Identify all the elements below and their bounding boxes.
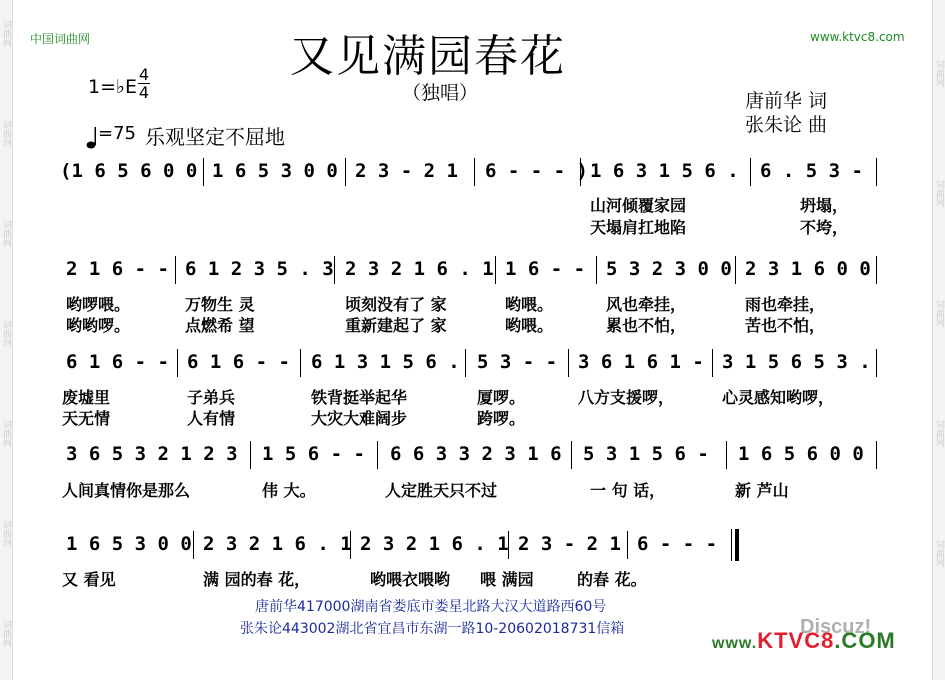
expression-mark: 乐观坚定不屈地 (145, 125, 285, 149)
lyric-text: 坍塌， (800, 196, 849, 215)
quarter-note-icon (86, 126, 98, 154)
bar-line (568, 349, 569, 377)
logo-main: KTVC8 (757, 628, 835, 653)
time-signature (138, 66, 150, 101)
watermark-text: 词曲网 (934, 60, 944, 87)
notation-measure: 6 1 6 - - (66, 351, 169, 373)
logo-suffix: .COM (834, 628, 896, 653)
song-subtitle: （独唱） (402, 82, 479, 104)
lyric-text: 哟哟啰。 (66, 316, 131, 335)
bar-line (177, 349, 178, 377)
final-bar-line-thin (731, 529, 732, 561)
notation-measure: 1 6 3 1 5 6 . (590, 160, 739, 182)
bar-line (345, 158, 346, 186)
lyric-text: 山河倾覆家园 (590, 196, 687, 215)
bar-line (735, 256, 736, 284)
notation-measure: 3 6 1 6 1 - (578, 351, 704, 373)
bar-line (876, 158, 877, 186)
lyric-text: 人定胜天只不过 (385, 481, 498, 500)
notation-measure: 6 - - - ) (485, 160, 588, 182)
lyric-text: 苦也不怕， (745, 316, 826, 335)
notation-measure: 6 1 2 3 5 . 3 (185, 258, 334, 280)
key-signature: 1=♭E (88, 76, 137, 98)
bar-line (175, 256, 176, 284)
song-title: 又见满园春花 (290, 31, 566, 82)
lyric-text: 人间真情你是那么 (62, 481, 191, 500)
lyric-text: 天无情 (62, 409, 111, 428)
notation-measure: 6 1 3 1 5 6 . (311, 351, 460, 373)
notation-measure: 5 3 2 3 0 0 (606, 258, 732, 280)
watermark-text: 词曲网 (1, 20, 11, 47)
lyric-text: 满 园的春 花， (203, 570, 311, 589)
watermark-text: 词曲网 (1, 420, 11, 447)
notation-measure: 3 1 5 6 5 3 . (722, 351, 871, 373)
bar-line (750, 158, 751, 186)
site-name-left: 中国词曲网 (30, 32, 91, 46)
bar-line (876, 441, 877, 469)
bar-line (250, 441, 251, 469)
lyric-text: 又 看见 (62, 570, 116, 589)
lyric-text: 八方支援啰， (578, 388, 675, 407)
notation-measure: 5 3 - - (477, 351, 558, 373)
lyric-text: 万物生 灵 (185, 295, 255, 314)
final-bar-line-thick (735, 529, 739, 561)
notation-measure: 2 3 2 1 6 . 1 (203, 533, 352, 555)
bar-line (627, 531, 628, 559)
notation-measure: 2 3 - 2 1 (355, 160, 458, 182)
lyric-text: 哟喂。 (505, 316, 554, 335)
watermark-text: 词曲网 (1, 320, 11, 347)
watermark-text: 词曲网 (934, 540, 944, 567)
bar-line (377, 441, 378, 469)
notation-measure: (1 6 5 6 0 0 (60, 160, 198, 182)
lyric-text: 点燃希 望 (185, 316, 255, 335)
lyric-text: 重新建起了 家 (345, 316, 447, 335)
lyric-text: 铁背挺举起华 (311, 388, 408, 407)
lyric-text: 哟啰喂。 (66, 295, 131, 314)
tempo-mark: =75 (98, 123, 136, 144)
watermark-text: 词曲网 (1, 620, 11, 647)
lyric-text: 伟 大。 (262, 481, 316, 500)
lyric-text: 雨也牵挂， (745, 295, 826, 314)
bar-line (726, 441, 727, 469)
notation-measure: 1 6 5 3 0 0 (212, 160, 338, 182)
notation-measure: 6 1 6 - - (187, 351, 290, 373)
notation-measure: 2 3 2 1 6 . 1 (345, 258, 494, 280)
watermark-text: 词曲网 (934, 300, 944, 327)
lyric-text: 大灾大难阔步 (311, 409, 408, 428)
bar-line (193, 531, 194, 559)
lyric-text: 累也不怕， (606, 316, 687, 335)
contact-composer: 张朱论443002湖北省宜昌市东湖一路10-20602018731信箱 (240, 621, 625, 637)
lyric-text: 顷刻没有了 家 (345, 295, 447, 314)
bar-line (300, 349, 301, 377)
bar-line (334, 256, 335, 284)
bar-line (571, 441, 572, 469)
notation-measure: 5 3 1 5 6 - (583, 443, 709, 465)
lyric-text: 新 芦山 (735, 481, 789, 500)
lyric-text: 一 句 话， (590, 481, 666, 500)
lyric-text: 的春 花。 (577, 570, 647, 589)
lyric-text: 子弟兵 (187, 388, 236, 407)
notation-measure: 1 6 5 6 0 0 (738, 443, 864, 465)
bar-line (474, 158, 475, 186)
notation-measure: 2 3 2 1 6 . 1 (360, 533, 509, 555)
notation-measure: 2 3 1 6 0 0 (745, 258, 871, 280)
notation-measure: 3 6 5 3 2 1 2 3 (66, 443, 238, 465)
watermark-text: 词曲网 (1, 520, 11, 547)
bar-line (712, 349, 713, 377)
lyric-text: 不垮， (800, 218, 849, 237)
bar-line (876, 256, 877, 284)
lyric-text: 厦啰。 (477, 388, 526, 407)
watermark-text: 词曲网 (1, 120, 11, 147)
bar-line (876, 349, 877, 377)
logo-prefix: www. (712, 635, 758, 652)
bar-line (465, 349, 466, 377)
time-signature-top: 4 (138, 65, 150, 84)
right-watermark-strip (932, 0, 945, 680)
notation-measure: 1 6 - - (505, 258, 586, 280)
bar-line (495, 256, 496, 284)
lyric-text: 人有情 (187, 409, 236, 428)
watermark-text: 词曲网 (1, 220, 11, 247)
discuz-watermark: Discuz! (800, 616, 872, 638)
lyric-text: 哟喂衣喂哟 (370, 570, 451, 589)
notation-measure: 2 1 6 - - (66, 258, 169, 280)
ktvc8-logo (712, 628, 896, 654)
lyric-text: 天塌肩扛地陷 (590, 218, 687, 237)
lyric-text: 喂 满园 (480, 570, 534, 589)
notation-measure: 6 . 5 3 - (760, 160, 863, 182)
notation-measure: 1 5 6 - - (262, 443, 365, 465)
watermark-text: 词曲网 (934, 420, 944, 447)
notation-measure: 2 3 - 2 1 (518, 533, 621, 555)
watermark-text: 词曲网 (934, 180, 944, 207)
notation-measure: 6 6 3 3 2 3 1 6 (390, 443, 562, 465)
composer-credit: 张朱论 曲 (745, 114, 828, 136)
bar-line (596, 256, 597, 284)
lyric-text: 哟喂。 (505, 295, 554, 314)
notation-measure: 6 - - - (637, 533, 718, 555)
lyricist-credit: 唐前华 词 (745, 90, 828, 112)
lyric-text: 跨啰。 (477, 409, 526, 428)
notation-measure: 1 6 5 3 0 0 (66, 533, 192, 555)
lyric-text: 心灵感知哟啰， (722, 388, 835, 407)
lyric-text: 风也牵挂， (606, 295, 687, 314)
time-signature-bottom: 4 (138, 83, 150, 102)
site-url-right: www.ktvc8.com (810, 30, 905, 44)
contact-lyricist: 唐前华417000湖南省娄底市娄星北路大汉大道路西60号 (255, 599, 607, 615)
bar-line (203, 158, 204, 186)
lyric-text: 废墟里 (62, 388, 111, 407)
